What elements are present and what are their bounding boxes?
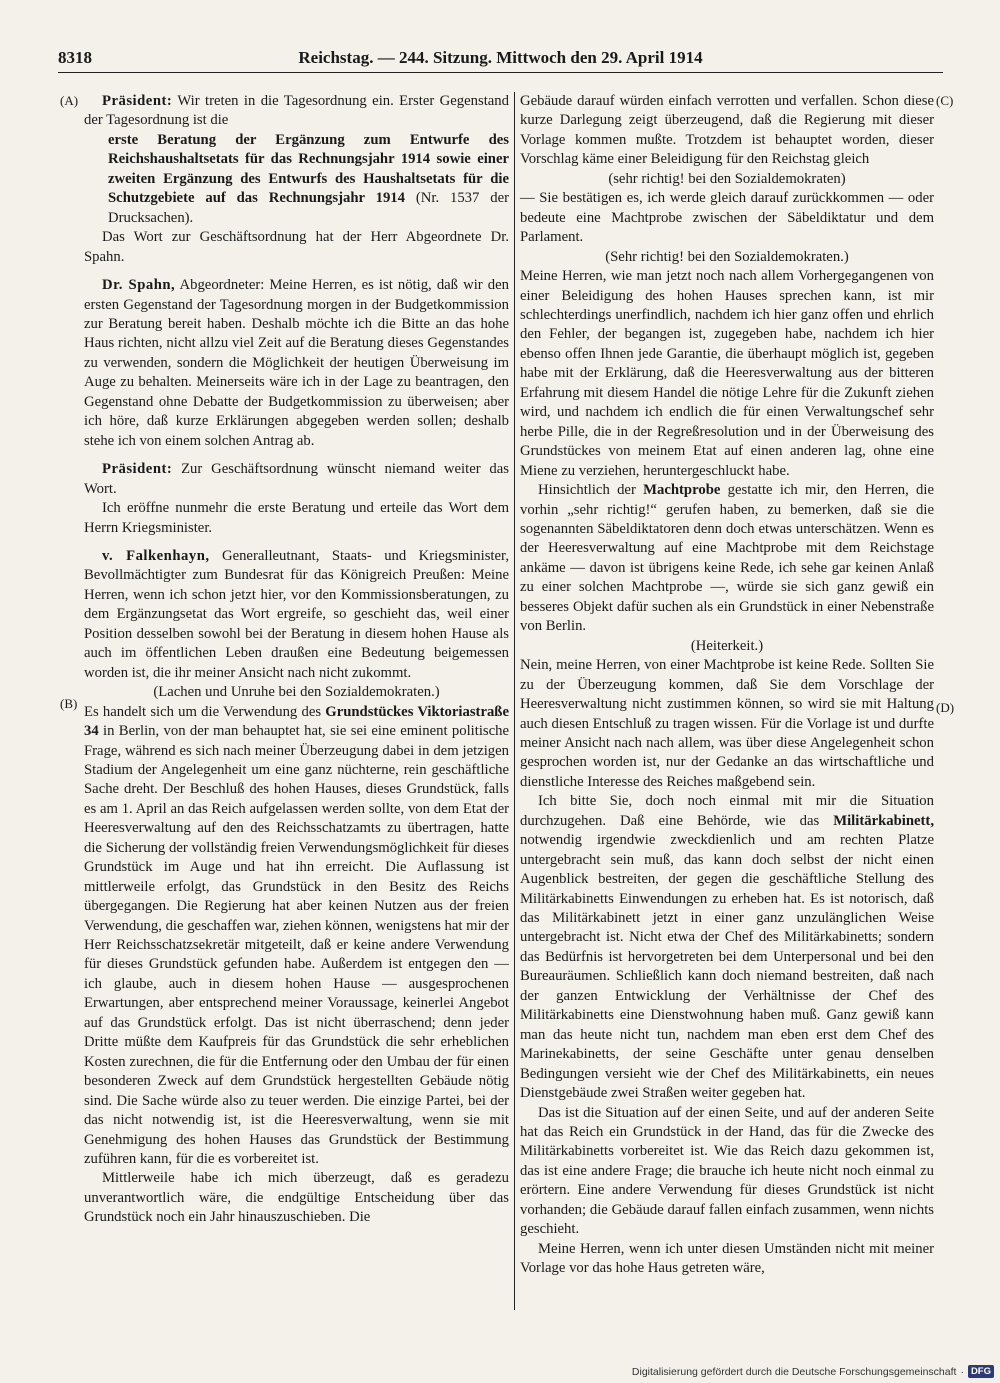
paragraph: Es handelt sich um die Verwendung des Grundstückes Viktoriastraße 34 in Berlin, von der man behauptet hat, sie sei eine eminent politische Frage, während es sich nach meiner Überzeugung dabei in dem jetzigen Stadium der Angelegenheit um eine ganz nüchterne, rein geschäftliche Sache dreht. Der Beschluß des hohen Hauses, dieses Grundstück, falls es am 1. April an das Reich aufgelassen werden sollte, von dem Etat der Heeresverwaltung auf den des Reichsschatzamts zu übertragen, hatte die Sicherung der vollständig freien Verwendungsmöglichkeit für dieses Grundstück im Auge und hat ihn erreicht. Die Auflassung ist mittlerweile erfolgt, das Grundstück in den Besitz des Reichs übergegangen. Die Regierung hat aber keinen Nutzen aus der freien Verwendung, die geschaffen war, ziehen können, wenigstens hat mir der Herr Reichsschatzsekretär mitgeteilt, daß er keine andere Verwendung für dieses Grundstück gefunden habe. Außerdem ist entgegen den — ich glaube, auch in diesem hohen Hause — ausgesprochenen Erwartungen, aber entsprechend meiner Voraussage, keinerlei Angebot auf das Grundstück erfolgt. Das ist nicht überraschend; denn jeder Dritte müßte dem Kaufpreis für das Grundstück die sehr erheblichen Kosten zurechnen, die für die Entfernung oder den Umbau der für einen besonderen Zweck auf dem Grundstück hergestellten Gebäude nötig sind. Die Sache würde also zu teuer werden. Die einzige Partei, bei der das nicht notwendig ist, ist die Heeresverwaltung, wenn sie mit Genehmigung des hohen Hauses das Grundstück der Bestimmung zuführen kann, für die es vorbereitet ist. (84, 703, 509, 1168)
paragraph: Mittlerweile habe ich mich überzeugt, daß es geradezu unverantwortlich wäre, die endgültige Entscheidung über das Grundstück noch ein Jahr hinauszuschieben. Die (84, 1170, 509, 1226)
dfg-logo-icon: DFG (968, 1365, 994, 1378)
paragraph: Ich bitte Sie, doch noch einmal mit mir die Situation durchzugehen. Daß eine Behörde, wie das Militärkabinett, notwendig irgendwie zweckdienlich und am rechten Platze untergebracht sein muß, das kann doch selbst der nicht einen Augenblick bestreiten, der gegen die geschäftliche Stellung des Militärkabinetts Einwendungen zu erheben hat. Es ist notorisch, daß das Militärkabinett jetzt in einer ganz unzulänglichen Weise untergebracht ist. Nicht etwa der Chef des Militärkabinetts; sondern das Bedürfnis ist hervorgetreten bei dem Unterpersonal und bei den Bureauräumen. Schließlich kann doch niemand bestreiten, daß nach der ganzen Entwicklung der Verhältnisse der Chef des Militärkabinetts eine Dienstwohnung haben muß. Ganz gewiß kann man das heute nicht tun, nachdem man eben erst dem Chef des Marinekabinetts, der seine Geschäfte unter genau denselben Bedingungen versieht wie der Chef des Militärkabinetts, ein neues Dienstgebäude zwei Straßen weiter gegeben hat. (520, 793, 934, 1102)
page-header (58, 44, 943, 73)
margin-marker-d: (D) (936, 700, 955, 715)
paragraph: Präsident: Wir treten in die Tagesordnung ein. Erster Gegenstand der Tagesordnung ist die (84, 93, 509, 129)
interjection: (Lachen und Unruhe bei den Sozialdemokraten.) (153, 684, 440, 701)
paragraph: Meine Herren, wenn ich unter diesen Umständen nicht mit meiner Vorlage vor das hohe Haus getreten wäre, (520, 1240, 934, 1277)
paragraph: Dr. Spahn, Abgeordneter: Meine Herren, es ist nötig, daß wir den ersten Gegenstand der Tagesordnung morgen in der Budgetkommission zur Beratung bereit haben. Deshalb möchte ich die Bitte an das hohe Haus richten, nicht allzu viel Zeit auf die Beratung dieses Gegenstandes zu verwenden, sondern die Möglichkeit der heutigen Überweisung im Auge zu behalten. Meinerseits wäre ich in der Lage zu beantragen, den Gegenstand ohne Debatte der Budgetkommission zu überweisen; aber ich höre, daß kurze Erklärungen abgegeben werden sollen; deshalb stehe ich von einem solchen Antrag ab. (84, 277, 509, 449)
paragraph: Meine Herren, wie man jetzt noch nach allem Vorhergegangenen von einer Beleidigung des hohen Hauses sprechen kann, ist mir schlechterdings unerfindlich, nachdem ich hier ganz offen und ehrlich den Fehler, der begangen ist, zugegeben habe, nachdem ich hier ebenso offen Ihnen jede Garantie, die überhaupt möglich ist, gegeben habe mit der Erklärung, daß die Heeresverwaltung aus der bitteren Erfahrung mit diesem Handel die nötige Lehre für die Zukunft ziehen wird, und nachdem ich endlich die für einen Verwaltungschef sehr herbe Pille, die in der Regreßresolution und in der Überweisung des Grundstückes von meinem Etat auf einen anderen lag, ohne eine Miene zu verziehen, heruntergeschluckt habe. (520, 268, 934, 479)
interjection: (Heiterkeit.) (690, 637, 764, 654)
paragraph: Hinsichtlich der Machtprobe gestatte ich mir, den Herren, die vorhin „sehr richtig!“ gerufen haben, zu bemerken, daß sie die sogenannten Säbeldiktatoren denn doch etwas unterschätzen. Wenn es der Heeresverwaltung auf eine Machtprobe mit dem Reichstage ankäme — davon ist übrigens keine Rede, ich sehe gar keinen Anlaß zu einer solchen Machtprobe —, würde sie sich ganz gewiß ein besseres Objekt dafür suchen als ein Grundstück in einer Nebenstraße von Berlin. (520, 482, 934, 635)
page-number: 8318 (58, 48, 92, 67)
paragraph: Präsident: Zur Geschäftsordnung wünscht niemand weiter das Wort. (84, 461, 509, 497)
margin-marker-c: (C) (936, 93, 954, 108)
speaker-name: Präsident: (102, 461, 173, 478)
speaker-name: Dr. Spahn, (102, 277, 176, 294)
paragraph: v. Falkenhayn, Generalleutnant, Staats- und Kriegsminister, Bevollmächtigter zum Bundesrat für das Königreich Preußen: Meine Herren, wenn ich schon jetzt hier, vor den Kommissionsberatungen, zu dem Ergänzungsetat das Wort ergreife, so geschieht das, weil einer Position desselben sowohl bei der Beratung in diesem hohen Hause als auch im öffentlichen Leben draußen eine Bedeutung beigemessen worden ist, die ihr meiner Ansicht nach nicht zukommt. (84, 547, 509, 681)
paragraph: Nein, meine Herren, von einer Machtprobe ist keine Rede. Sollten Sie zu der Überzeugung kommen, daß Sie dem Vorschlage der Heeresverwaltung nicht zustimmen können, so wird sie mit Haltung auch diesen Entschluß zu tragen wissen. Für die Vorlage ist und durfte meiner Ansicht nach nach allem, was über diese Angelegenheit schon gesprochen worden ist, nur der Gedanke an das wirtschaftliche und dienstliche Interesse des Reiches maßgebend sein. (520, 657, 934, 790)
paragraph: Gebäude darauf würden einfach verrotten und verfallen. Schon diese kurze Darlegung zeigt überzeugend, daß die Regierung mit dieser Vorlage kommen mußte. Trotzdem ist behauptet worden, dieser Vorschlag käme einer Beleidigung für den Reichstag gleich (520, 93, 934, 168)
paragraph: Das ist die Situation auf der einen Seite, und auf der anderen Seite hat das Reich ein Grundstück in der Hand, das für die Zwecke des Militärkabinetts vorbereitet ist. Wie das Reich dazu gekommen ist, das ist eine andere Frage; die brauche ich heute nicht noch einmal zu erörtern. Eine andere Verwendung für dieses Grundstück ist nicht vorhanden; die Gebäude darauf fallen einfach zusammen, wenn nichts geschieht. (520, 1104, 934, 1238)
left-column (84, 92, 509, 1228)
digitization-credit: Digitalisierung gefördert durch die Deutsche Forschungsgemeinschaft · DFG (632, 1365, 994, 1378)
interjection: (Sehr richtig! bei den Sozialdemokraten.) (605, 248, 849, 265)
agenda-item: erste Beratung der Ergänzung zum Entwurfe des Reichshaushaltsetats für das Rechnungsjahr 1914 sowie einer zweiten Ergänzung des Entwurfs des Haushaltsetats für die Schutzgebiete auf das Rechnungsjahr 1914 (Nr. 1537 der Drucksachen). (108, 131, 509, 226)
paragraph: Das Wort zur Geschäftsordnung hat der Herr Abgeordnete Dr. Spahn. (84, 229, 509, 265)
credit-text: Digitalisierung gefördert durch die Deutsche Forschungsgemeinschaft (631, 1365, 957, 1378)
column-divider (514, 92, 515, 1310)
paragraph: — Sie bestätigen es, ich werde gleich darauf zurückkommen — oder bedeute eine Machtprobe zwischen der Säbeldiktatur und dem Parlament. (520, 190, 934, 246)
right-column (520, 92, 934, 1279)
margin-marker-a: (A) (60, 93, 79, 108)
margin-marker-b: (B) (60, 696, 78, 711)
running-title: Reichstag. — 244. Sitzung. Mittwoch den 29. April 1914 (298, 48, 703, 67)
speaker-name: Präsident: (102, 93, 173, 109)
interjection: (sehr richtig! bei den Sozialdemokraten) (608, 170, 846, 187)
paragraph: Ich eröffne nunmehr die erste Beratung und erteile das Wort dem Herrn Kriegsminister. (84, 500, 509, 536)
speaker-name: v. Falkenhayn, (102, 547, 210, 564)
